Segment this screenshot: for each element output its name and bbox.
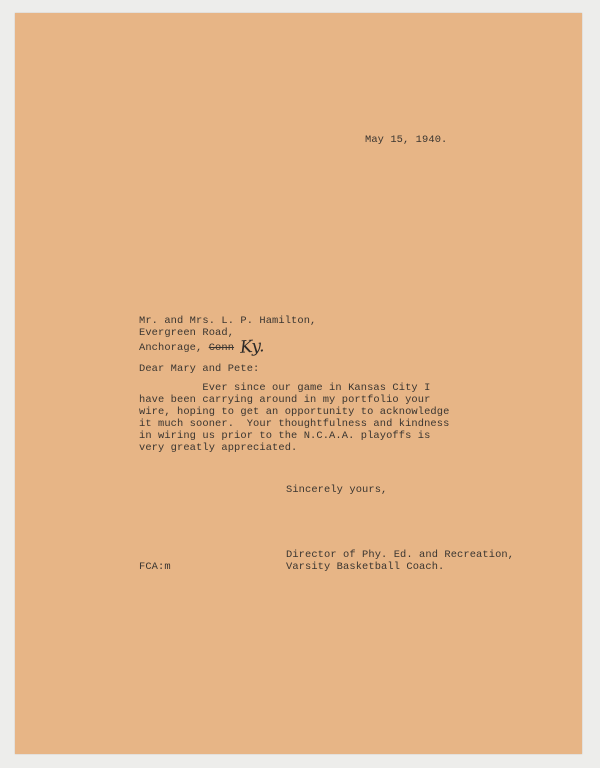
address-line-street: Evergreen Road, — [139, 327, 235, 339]
body-line-3: wire, hoping to get an opportunity to acknowledge — [139, 406, 450, 418]
signature-title-1: Director of Phy. Ed. and Recreation, — [286, 549, 515, 561]
address-city: Anchorage, — [139, 342, 209, 354]
address-line-name: Mr. and Mrs. L. P. Hamilton, — [139, 315, 317, 327]
typist-initials: FCA:m — [139, 561, 171, 573]
body-line-6: very greatly appreciated. — [139, 442, 298, 454]
closing: Sincerely yours, — [286, 484, 388, 496]
salutation: Dear Mary and Pete: — [139, 363, 260, 375]
body-line-2: have been carrying around in my portfolio your — [139, 394, 431, 406]
signature-title-2: Varsity Basketball Coach. — [286, 561, 445, 573]
letter-page — [15, 13, 582, 754]
body-line-1: Ever since our game in Kansas City I — [139, 382, 431, 394]
body-line-4: it much sooner. Your thoughtfulness and kindness — [139, 418, 450, 430]
address-state-struck: Conn — [208, 342, 235, 354]
address-line-city — [139, 336, 266, 358]
letter-date: May 15, 1940. — [365, 134, 448, 146]
address-state-handwritten: Ky. — [239, 336, 266, 358]
body-line-5: in wiring us prior to the N.C.A.A. playoffs is — [139, 430, 431, 442]
